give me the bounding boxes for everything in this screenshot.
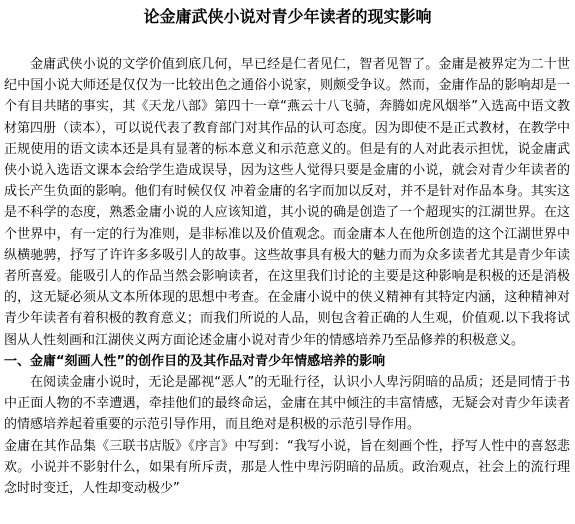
section-heading: 一、金庸“刻画人性”的创作目的及其作品对青少年情感培养的影响 [4, 353, 386, 369]
document-body [4, 54, 570, 499]
section-paragraph-1: 在阅读金庸小说时，无论是鄙视“恶人”的无耻行径，认识小人卑污阴暗的品质；还是同情于书中正面人物的不幸遭遇，牵挂他们的最终命运，金庸在其中倾注的丰富情感，无疑会对青少年读者的情感培养起着重要的示范引导作用，而且绝对是积极的示范引导作用。 [4, 375, 570, 433]
document-title: 论金庸武侠小说对青少年读者的现实影响 [143, 7, 432, 26]
intro-paragraph: 金庸武侠小说的文学价值到底几何，早已经是仁者见仁，智者见智了。金庸是被界定为二十世纪中国小说大师还是仅仅为一比较出色之通俗小说家，则颇受争议。然而，金庸作品的影响却是一个有目共睹的事实，其《天龙八部》第四十一章“燕云十八飞骑，奔腾如虎风烟举”入选高中语文教材第四册（读本），可以说代表了教育部门对其作品的认可态度。因为即使不是正式教材，在教学中正规使用的语文读本还是具有显著的标本意义和示范意义的。但是有的人对此表示担忧，说金庸武侠小说入选语文课本会给学生造成误导，因为这些人觉得只要是金庸的小说，就会对青少年读者的成长产生负面的影响。他们有时候仅仅 冲着金庸的名字而加以反对，并不是针对作品本身。其实这是不科学的态度，熟悉金庸小说的人应该知道，其小说的确是创造了一个超现实的江湖世界。在这个世界中，有一定的行为准则，是非标准以及价值观念。而金庸本人在他所创造的这个江湖世界中纵横驰骋，抒写了许许多多吸引人的故事。这些故事具有极大的魅力而为众多读者尤其是青少年读者所喜爱。能吸引人的作品当然会影响读者，在这里我们讨论的主要是这种影响是积极的还是消极的，这无疑必须从文本所体现的思想中考查。在金庸小说中的侠义精神有其特定内涵，这种精神对青少年读者有着积极的教育意义；而我们所说的人品，则包含着正确的人生观，价值观.以下我将试图从人性刻画和江湖侠义两方面论述金庸小说对青少年的情感培养乃至品修养的积极意义。 [4, 57, 570, 348]
section-paragraph-2: 金庸在其作品集《三联书店版》《序言》中写到：“我写小说，旨在刻画个性，抒写人性中的喜怒悲欢。小说并不影射什么，如果有所斥责，那是人性中卑污阴暗的品质。政治观点，社会上的流行理念时时变迁，人性却变动极少” [4, 438, 570, 497]
